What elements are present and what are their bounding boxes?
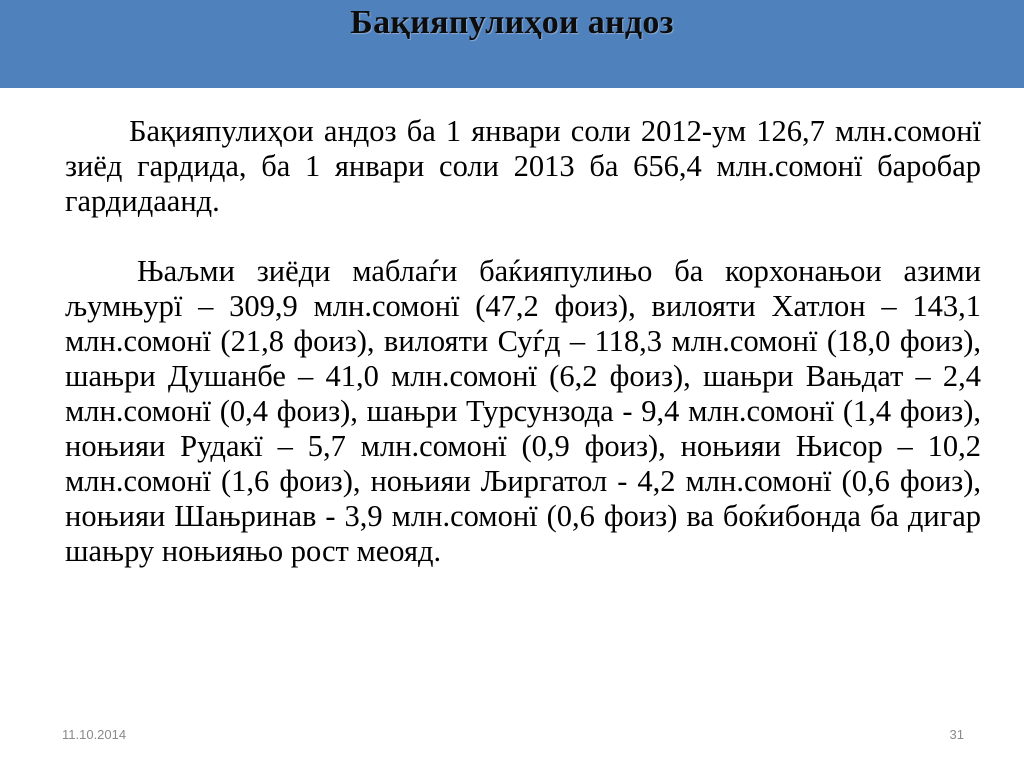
footer-page-number: 31 xyxy=(949,727,964,742)
slide-body xyxy=(65,114,981,569)
slide-title: Бақияпулиҳои андоз xyxy=(350,4,674,41)
header-band xyxy=(0,0,1024,88)
body-paragraph-2: Њаљми зиёди маблаѓи баќияпулињо ба корхонањои азими љумњурї – 309,9 млн.сомонї (47,2 фоиз), вилояти Хатлон – 143,1 млн.сомонї (21,8 фоиз), вилояти Суѓд – 118,3 млн.сомонї (18,0 фоиз), шањри Душанбе – 41,0 млн.сомонї (6,2 фоиз), шањри Вањдат – 2,4 млн.сомонї (0,4 фоиз), шањри Турсунзода - 9,4 млн.сомонї (1,4 фоиз), ноњияи Рудакї – 5,7 млн.сомонї (0,9 фоиз), ноњияи Њисор – 10,2 млн.сомонї (1,6 фоиз), ноњияи Љиргатол - 4,2 млн.сомонї (0,6 фоиз), ноњияи Шањринав - 3,9 млн.сомонї (0,6 фоиз) ва боќибонда ба дигар шањру ноњияњо рост меояд. xyxy=(65,254,981,568)
body-paragraph-1: Бақияпулиҳои андоз ба 1 январи соли 2012-ум 126,7 млн.сомонї зиёд гардида, ба 1 январи соли 2013 ба 656,4 млн.сомонї баробар гардидаанд. xyxy=(65,114,981,218)
footer-date: 11.10.2014 xyxy=(62,727,127,742)
